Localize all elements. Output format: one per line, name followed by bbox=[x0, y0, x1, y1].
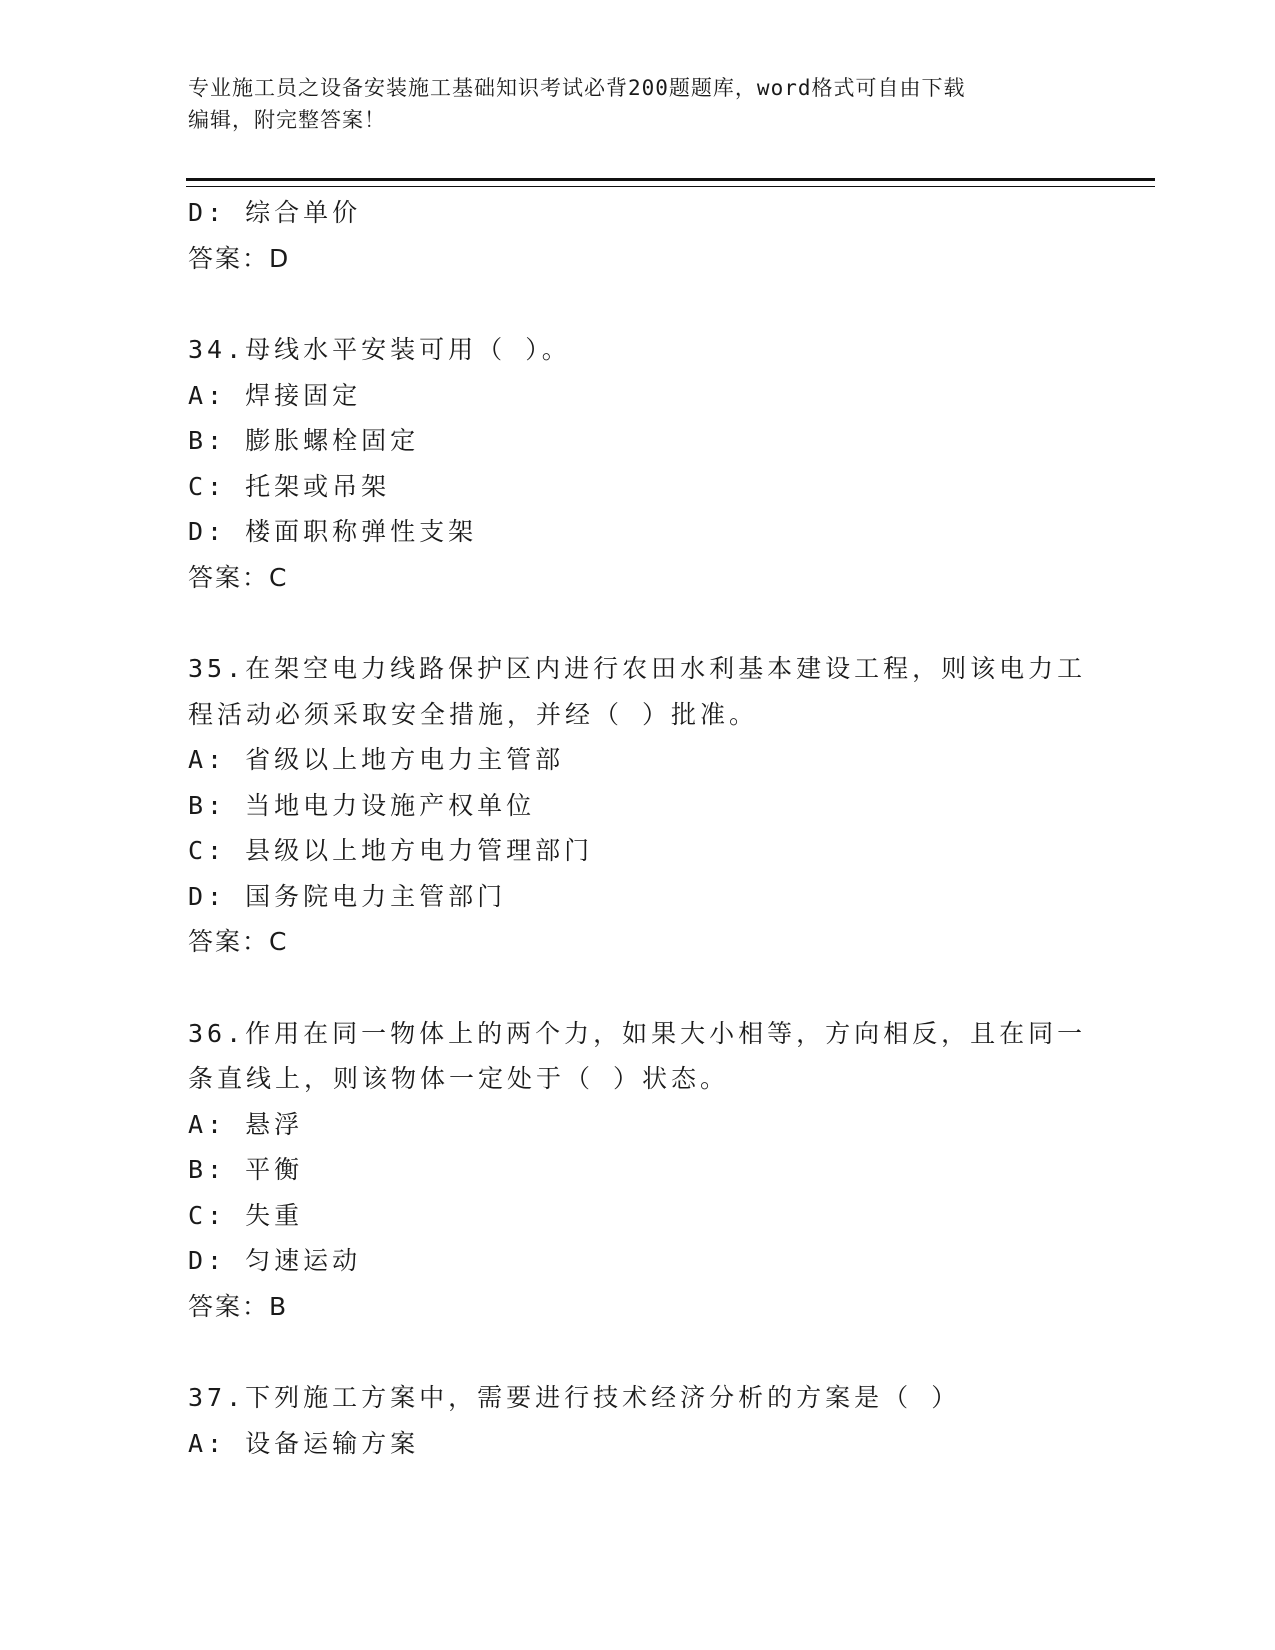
option-a: A: 悬浮 bbox=[188, 1109, 304, 1139]
option-a: A: 设备运输方案 bbox=[188, 1428, 420, 1458]
header-line-1: 专业施工员之设备安装施工基础知识考试必背200题题库，word格式可自由下载 bbox=[188, 76, 966, 100]
option-a: A: 省级以上地方电力主管部 bbox=[188, 745, 565, 774]
question-34 bbox=[188, 327, 1088, 600]
option-a: A: 焊接固定 bbox=[188, 380, 362, 410]
header-line-2: 编辑，附完整答案！ bbox=[188, 108, 386, 132]
option-d: D: 楼面职称弹性支架 bbox=[188, 517, 478, 546]
option-b: B: 当地电力设施产权单位 bbox=[188, 790, 536, 820]
answer-line: 答案：C bbox=[188, 562, 289, 592]
answer-line: 答案：C bbox=[188, 927, 289, 956]
answer-line: 答案：D bbox=[188, 243, 291, 273]
question-stem-line-2: 程活动必须采取安全措施，并经（ ）批准。 bbox=[188, 699, 759, 729]
question-fragment-33 bbox=[188, 190, 1088, 281]
option-c: C: 失重 bbox=[188, 1200, 304, 1230]
spacer bbox=[188, 281, 1088, 327]
option-c: C: 托架或吊架 bbox=[188, 471, 391, 501]
option-b: B: 膨胀螺栓固定 bbox=[188, 426, 420, 455]
page-header bbox=[188, 72, 1088, 136]
question-35 bbox=[188, 646, 1088, 965]
option-d: D: 国务院电力主管部门 bbox=[188, 881, 507, 911]
question-36 bbox=[188, 1011, 1088, 1330]
option-b: B: 平衡 bbox=[188, 1155, 304, 1184]
spacer bbox=[188, 1329, 1088, 1375]
answer-line: 答案：B bbox=[188, 1291, 289, 1321]
question-list bbox=[188, 190, 1088, 1466]
question-stem-line-1: 35.在架空电力线路保护区内进行农田水利基本建设工程，则该电力工 bbox=[188, 654, 1087, 683]
question-37 bbox=[188, 1375, 1088, 1466]
spacer bbox=[188, 965, 1088, 1011]
header-divider bbox=[186, 178, 1155, 187]
spacer bbox=[188, 600, 1088, 646]
option-d: D: 综合单价 bbox=[188, 198, 362, 227]
option-c: C: 县级以上地方电力管理部门 bbox=[188, 836, 594, 865]
option-d: D: 匀速运动 bbox=[188, 1246, 362, 1275]
question-stem-line-1: 36.作用在同一物体上的两个力，如果大小相等，方向相反，且在同一 bbox=[188, 1018, 1087, 1048]
question-stem: 37.下列施工方案中，需要进行技术经济分析的方案是（ ） bbox=[188, 1383, 961, 1412]
question-stem: 34.母线水平安装可用（ ）。 bbox=[188, 335, 571, 364]
question-stem-line-2: 条直线上，则该物体一定处于（ ）状态。 bbox=[188, 1064, 730, 1093]
